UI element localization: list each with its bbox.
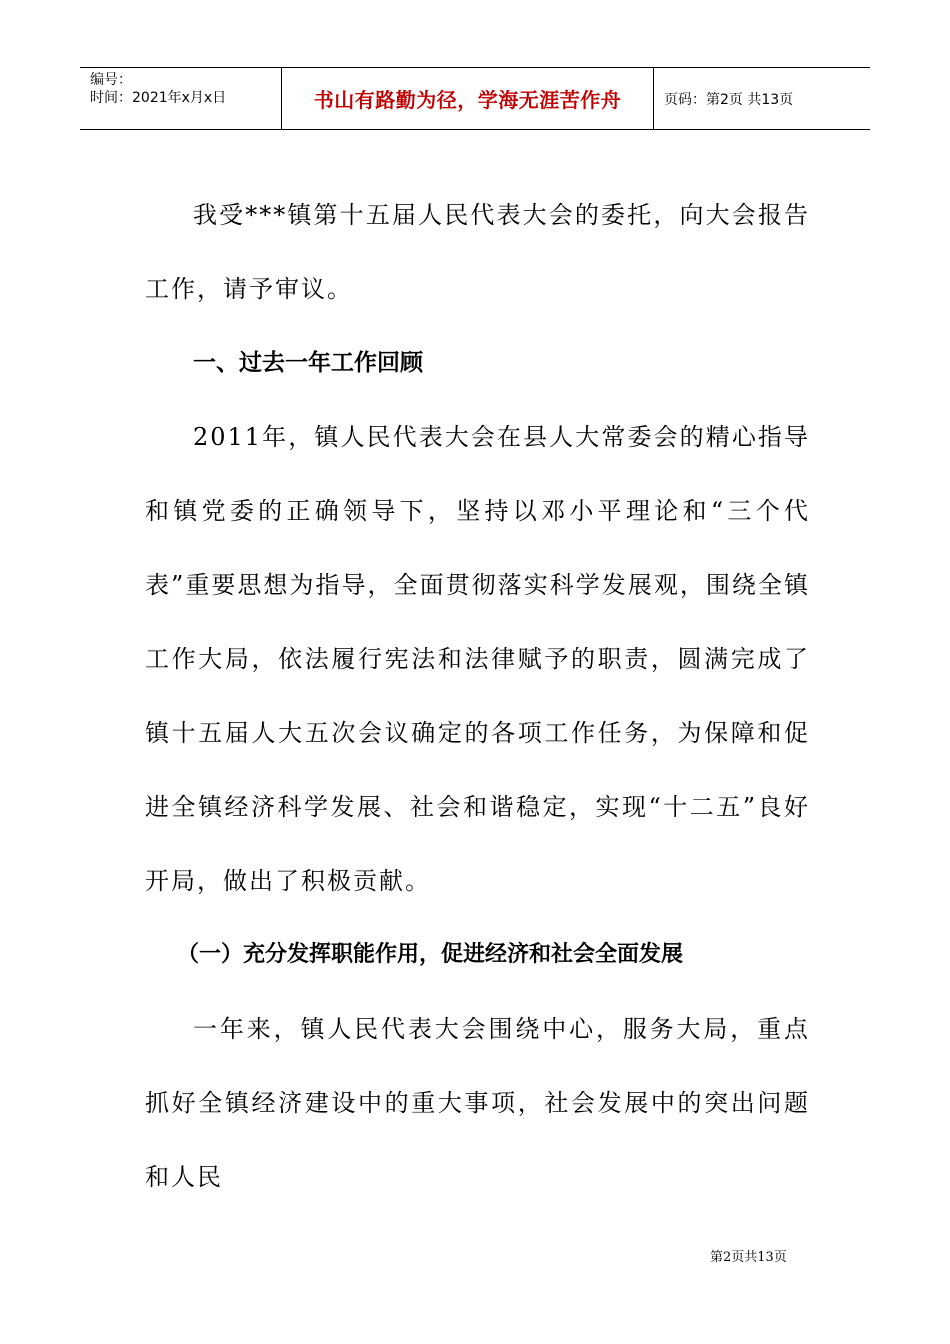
- page-footer: [710, 1246, 787, 1265]
- header-meta-cell: [80, 68, 282, 129]
- subsection-paragraph: 一年来，镇人民代表大会围绕中心，服务大局，重点抓好全镇经济建设中的重大事项，社会发展中的突出问题和人民: [145, 1015, 810, 1191]
- intro-paragraph: 我受***镇第十五届人民代表大会的委托，向大会报告工作，请予审议。: [145, 201, 810, 303]
- footer-page-number: 第2页共13页: [710, 1250, 787, 1265]
- header-page-cell: [654, 68, 870, 129]
- document-number-label: 编号：: [90, 72, 132, 88]
- header-motto-cell: [282, 68, 654, 129]
- section-heading: 一、过去一年工作回顾: [193, 350, 423, 376]
- page-header: [80, 67, 870, 130]
- subsection-heading: （一）充分发挥职能作用，促进经济和社会全面发展: [177, 942, 684, 967]
- document-time-label: 时间：2021年x月x日: [90, 90, 227, 106]
- section-paragraph: 2011年，镇人民代表大会在县人大常委会的精心指导和镇党委的正确领导下，坚持以邓小平理论和“三个代表”重要思想为指导，全面贯彻落实科学发展观，围绕全镇工作大局，依法履行宪法和法律赋予的职责，圆满完成了镇十五届人大五次会议确定的各项工作任务，为保障和促进全镇经济科学发展、社会和谐稳定，实现“十二五”良好开局，做出了积极贡献。: [145, 423, 810, 895]
- header-page-info: 页码：第2页 共13页: [664, 91, 794, 108]
- document-body: [145, 178, 810, 1214]
- header-motto: 书山有路勤为径，学海无涯苦作舟: [313, 88, 622, 112]
